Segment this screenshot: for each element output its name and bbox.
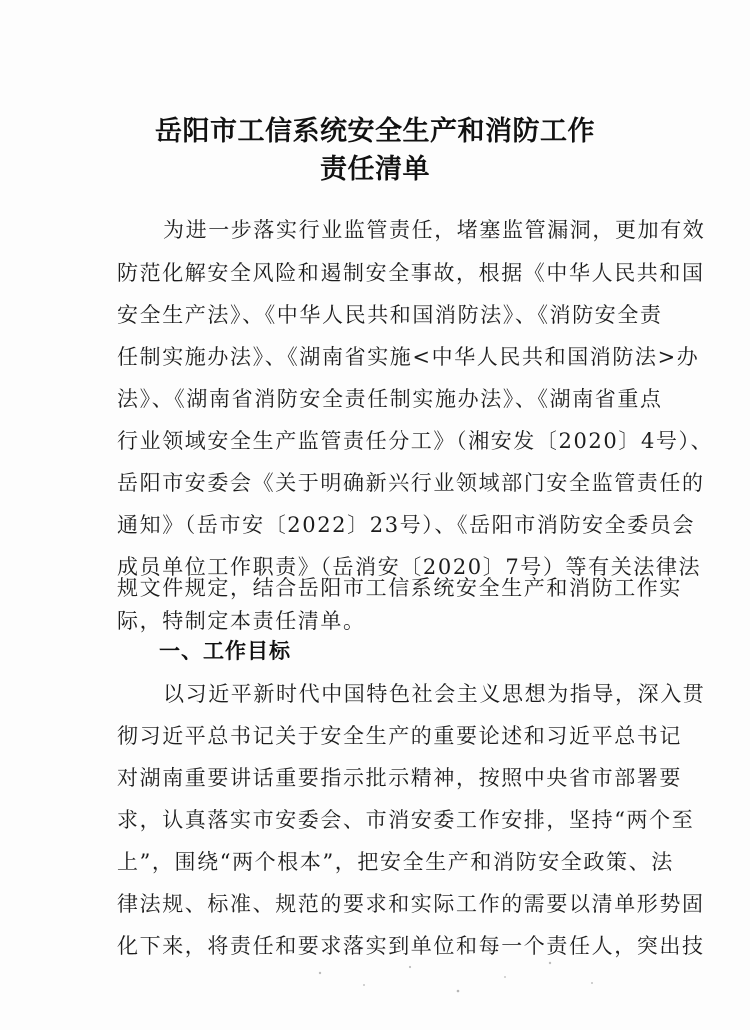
paragraph-1-line: 法》、《湖南省消防安全责任制实施办法》、《湖南省重点 <box>117 387 663 411</box>
scan-noise <box>300 955 620 1000</box>
document-title-line-2: 责任清单 <box>320 154 430 185</box>
section-heading-work-goals: 一、工作目标 <box>159 639 291 663</box>
paragraph-1-line: 任制实施办法》、《湖南省实施<中华人民共和国消防法>办 <box>117 345 700 369</box>
paragraph-1-line: 防范化解安全风险和遏制安全事故，根据《中华人民共和国 <box>117 261 705 285</box>
paragraph-2-line: 彻习近平总书记关于安全生产的重要论述和习近平总书记 <box>117 724 682 748</box>
paragraph-1-line: 规文件规定，结合岳阳市工信系统安全生产和消防工作实 <box>117 576 682 600</box>
paragraph-1-line: 通知》（岳市安〔2022〕23号）、《岳阳市消防安全委员会 <box>117 513 696 537</box>
paragraph-2-line: 上”，围绕“两个根本”，把安全生产和消防安全政策、法 <box>117 850 674 874</box>
paragraph-2-line: 对湖南重要讲话重要指示批示精神，按照中央省市部署要 <box>117 766 682 790</box>
paragraph-2-line: 律法规、标准、规范的要求和实际工作的需要以清单形势固 <box>117 892 705 916</box>
paragraph-1-line: 岳阳市安委会《关于明确新兴行业领域部门安全监管责任的 <box>117 471 705 495</box>
paragraph-2-line: 化下来，将责任和要求落实到单位和每一个责任人，突出技 <box>117 934 705 958</box>
paragraph-1-line: 行业领域安全生产监管责任分工》（湘安发〔2020〕4号）、 <box>117 429 714 453</box>
paragraph-1-line: 际，特制定本责任清单。 <box>117 609 366 633</box>
paragraph-1-line: 为进一步落实行业监管责任，堵塞监管漏洞，更加有效 <box>163 218 706 242</box>
paragraph-2-line: 以习近平新时代中国特色社会主义思想为指导，深入贯 <box>163 682 706 706</box>
paragraph-1-line: 安全生产法》、《中华人民共和国消防法》、《消防安全责 <box>117 303 663 327</box>
paragraph-1-line: 成员单位工作职责》（岳消安〔2020〕7号）等有关法律法 <box>117 555 702 579</box>
paragraph-2-line: 求，认真落实市安委会、市消安委工作安排，坚持“两个至 <box>117 808 695 832</box>
document-title-line-1: 岳阳市工信系统安全生产和消防工作 <box>155 116 595 147</box>
